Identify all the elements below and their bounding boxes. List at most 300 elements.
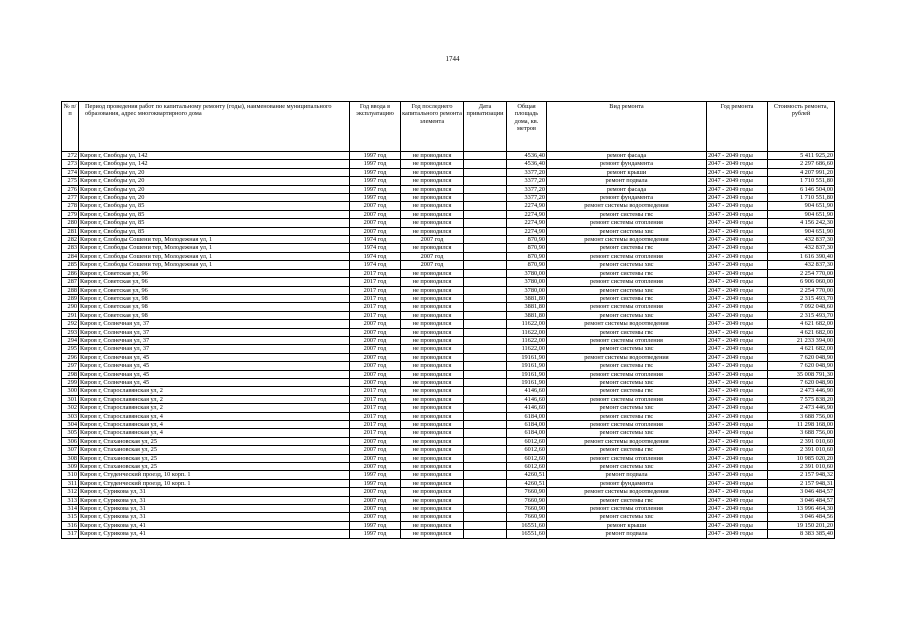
cell-cost: 2 473 446,90 (768, 404, 835, 412)
table-row (62, 446, 835, 454)
cell-area: 3377,20 (507, 185, 547, 193)
cell-last-repair: 2007 год (401, 252, 464, 260)
table-row (62, 488, 835, 496)
cell-repair-type: ремонт системы отопления (547, 278, 707, 286)
cell-year-built: 1997 год (350, 152, 401, 160)
cell-num: 293 (62, 328, 79, 336)
cell-repair-type: ремонт системы отопления (547, 303, 707, 311)
cell-repair-type: ремонт подвала (547, 177, 707, 185)
cell-area: 870,90 (507, 252, 547, 260)
cell-repair-type: ремонт системы водоотведения (547, 353, 707, 361)
cell-last-repair: не проводился (401, 278, 464, 286)
cell-last-repair: не проводился (401, 378, 464, 386)
cell-privatization-date (464, 194, 507, 202)
header-num: № п/п (62, 102, 79, 152)
cell-privatization-date (464, 261, 507, 269)
table-row (62, 387, 835, 395)
cell-area: 4260,51 (507, 471, 547, 479)
cell-cost: 2 157 948,31 (768, 479, 835, 487)
cell-cost: 432 837,30 (768, 261, 835, 269)
cell-repair-year: 2047 - 2049 годы (707, 521, 768, 529)
header-year-built: Год ввода в эксплуатацию (350, 102, 401, 152)
cell-privatization-date (464, 446, 507, 454)
cell-cost: 7 092 048,60 (768, 303, 835, 311)
cell-privatization-date (464, 328, 507, 336)
header-privatization-date: Дата приватизации (464, 102, 507, 152)
cell-num: 274 (62, 168, 79, 176)
cell-repair-year: 2047 - 2049 годы (707, 412, 768, 420)
cell-repair-type: ремонт системы хвс (547, 261, 707, 269)
cell-repair-type: ремонт системы отопления (547, 252, 707, 260)
cell-address: Киров г, Советская ул, 96 (79, 286, 350, 294)
cell-cost: 432 837,30 (768, 236, 835, 244)
cell-privatization-date (464, 404, 507, 412)
cell-repair-year: 2047 - 2049 годы (707, 513, 768, 521)
cell-address: Киров г, Солнечная ул, 45 (79, 353, 350, 361)
cell-repair-type: ремонт системы гвс (547, 496, 707, 504)
header-address: Период проведения работ по капитальному ремонту (годы), наименование муниципального образования, адрес многоквартирного дома (79, 102, 350, 152)
cell-cost: 4 207 991,20 (768, 168, 835, 176)
cell-address: Киров г, Стахановская ул, 25 (79, 446, 350, 454)
table-row (62, 353, 835, 361)
cell-num: 294 (62, 336, 79, 344)
cell-area: 7660,90 (507, 505, 547, 513)
cell-repair-type: ремонт системы гвс (547, 244, 707, 252)
cell-privatization-date (464, 521, 507, 529)
cell-last-repair: не проводился (401, 244, 464, 252)
cell-address: Киров г, Сурикова ул, 31 (79, 513, 350, 521)
cell-last-repair: не проводился (401, 227, 464, 235)
cell-year-built: 2017 год (350, 395, 401, 403)
table-row (62, 454, 835, 462)
cell-last-repair: не проводился (401, 429, 464, 437)
cell-privatization-date (464, 488, 507, 496)
cell-repair-type: ремонт фундамента (547, 160, 707, 168)
table-row (62, 521, 835, 529)
cell-address: Киров г, Солнечная ул, 37 (79, 320, 350, 328)
cell-cost: 2 254 770,00 (768, 269, 835, 277)
cell-repair-year: 2047 - 2049 годы (707, 505, 768, 513)
cell-repair-year: 2047 - 2049 годы (707, 236, 768, 244)
cell-year-built: 2007 год (350, 513, 401, 521)
cell-privatization-date (464, 152, 507, 160)
table-row (62, 227, 835, 235)
table-row (62, 303, 835, 311)
cell-last-repair: не проводился (401, 160, 464, 168)
cell-cost: 4 156 242,30 (768, 219, 835, 227)
cell-year-built: 2017 год (350, 387, 401, 395)
cell-last-repair: не проводился (401, 463, 464, 471)
cell-num: 310 (62, 471, 79, 479)
cell-area: 11622,00 (507, 336, 547, 344)
cell-num: 301 (62, 395, 79, 403)
cell-repair-year: 2047 - 2049 годы (707, 303, 768, 311)
cell-address: Киров г, Солнечная ул, 45 (79, 370, 350, 378)
cell-repair-type: ремонт системы гвс (547, 412, 707, 420)
cell-repair-type: ремонт системы хвс (547, 286, 707, 294)
cell-last-repair: не проводился (401, 177, 464, 185)
cell-last-repair: не проводился (401, 505, 464, 513)
cell-last-repair: не проводился (401, 521, 464, 529)
cell-privatization-date (464, 185, 507, 193)
cell-num: 296 (62, 353, 79, 361)
table-row (62, 496, 835, 504)
cell-address: Киров г, Солнечная ул, 37 (79, 336, 350, 344)
cell-repair-year: 2047 - 2049 годы (707, 152, 768, 160)
cell-repair-type: ремонт системы отопления (547, 395, 707, 403)
cell-repair-year: 2047 - 2049 годы (707, 404, 768, 412)
cell-year-built: 2007 год (350, 463, 401, 471)
cell-cost: 5 411 925,20 (768, 152, 835, 160)
cell-address: Киров г, Стахановская ул, 25 (79, 437, 350, 445)
cell-repair-type: ремонт фасада (547, 152, 707, 160)
cell-repair-year: 2047 - 2049 годы (707, 269, 768, 277)
cell-area: 11622,00 (507, 320, 547, 328)
cell-num: 288 (62, 286, 79, 294)
cell-address: Киров г, Свободы ул, 20 (79, 185, 350, 193)
cell-address: Киров г, Советская ул, 96 (79, 278, 350, 286)
cell-privatization-date (464, 421, 507, 429)
table-row (62, 194, 835, 202)
cell-repair-year: 2047 - 2049 годы (707, 336, 768, 344)
table-row (62, 320, 835, 328)
cell-last-repair: не проводился (401, 320, 464, 328)
table-row (62, 437, 835, 445)
cell-num: 273 (62, 160, 79, 168)
cell-address: Киров г, Сурикова ул, 41 (79, 530, 350, 538)
cell-year-built: 1997 год (350, 185, 401, 193)
table-row (62, 362, 835, 370)
page-number: 1744 (445, 55, 460, 63)
cell-last-repair: не проводился (401, 336, 464, 344)
cell-cost: 4 621 682,00 (768, 328, 835, 336)
cell-year-built: 1997 год (350, 194, 401, 202)
cell-repair-type: ремонт фундамента (547, 479, 707, 487)
cell-year-built: 1997 год (350, 168, 401, 176)
cell-area: 19161,90 (507, 362, 547, 370)
cell-cost: 21 233 394,00 (768, 336, 835, 344)
cell-address: Киров г, Сурикова ул, 31 (79, 505, 350, 513)
cell-cost: 904 651,90 (768, 227, 835, 235)
cell-privatization-date (464, 210, 507, 218)
cell-cost: 7 620 048,90 (768, 378, 835, 386)
cell-last-repair: не проводился (401, 530, 464, 538)
cell-area: 3377,20 (507, 168, 547, 176)
cell-cost: 1 710 551,80 (768, 194, 835, 202)
cell-privatization-date (464, 395, 507, 403)
cell-last-repair: не проводился (401, 311, 464, 319)
cell-last-repair: не проводился (401, 412, 464, 420)
cell-num: 312 (62, 488, 79, 496)
cell-area: 6184,00 (507, 429, 547, 437)
cell-num: 317 (62, 530, 79, 538)
cell-address: Киров г, Свободы ул, 20 (79, 194, 350, 202)
cell-privatization-date (464, 463, 507, 471)
table-row (62, 185, 835, 193)
table-row (62, 286, 835, 294)
cell-year-built: 2007 год (350, 370, 401, 378)
cell-last-repair: не проводился (401, 421, 464, 429)
cell-cost: 4 621 682,00 (768, 320, 835, 328)
cell-repair-year: 2047 - 2049 годы (707, 320, 768, 328)
cell-cost: 2 157 948,32 (768, 471, 835, 479)
cell-repair-type: ремонт системы хвс (547, 513, 707, 521)
cell-last-repair: не проводился (401, 168, 464, 176)
cell-num: 309 (62, 463, 79, 471)
cell-year-built: 2017 год (350, 311, 401, 319)
cell-privatization-date (464, 252, 507, 260)
cell-privatization-date (464, 236, 507, 244)
cell-year-built: 1974 год (350, 252, 401, 260)
table-row (62, 261, 835, 269)
cell-repair-year: 2047 - 2049 годы (707, 345, 768, 353)
cell-repair-year: 2047 - 2049 годы (707, 185, 768, 193)
cell-num: 291 (62, 311, 79, 319)
table-row (62, 513, 835, 521)
cell-address: Киров г, Солнечная ул, 37 (79, 345, 350, 353)
cell-address: Киров г, Советская ул, 98 (79, 303, 350, 311)
table-row (62, 328, 835, 336)
cell-year-built: 2017 год (350, 294, 401, 302)
cell-repair-year: 2047 - 2049 годы (707, 437, 768, 445)
cell-cost: 7 575 838,20 (768, 395, 835, 403)
cell-year-built: 2007 год (350, 496, 401, 504)
table-row (62, 219, 835, 227)
cell-last-repair: не проводился (401, 345, 464, 353)
cell-year-built: 2007 год (350, 353, 401, 361)
cell-repair-year: 2047 - 2049 годы (707, 488, 768, 496)
cell-cost: 8 383 385,40 (768, 530, 835, 538)
cell-address: Киров г, Старославянская ул, 4 (79, 412, 350, 420)
cell-cost: 13 996 464,30 (768, 505, 835, 513)
cell-privatization-date (464, 345, 507, 353)
cell-repair-year: 2047 - 2049 годы (707, 446, 768, 454)
cell-year-built: 2007 год (350, 320, 401, 328)
cell-area: 6184,00 (507, 421, 547, 429)
cell-privatization-date (464, 454, 507, 462)
cell-repair-year: 2047 - 2049 годы (707, 219, 768, 227)
cell-year-built: 1997 год (350, 479, 401, 487)
cell-area: 11622,00 (507, 345, 547, 353)
cell-privatization-date (464, 437, 507, 445)
cell-num: 280 (62, 219, 79, 227)
cell-address: Киров г, Слободы Сошени тер, Молодежная ул, 1 (79, 236, 350, 244)
cell-repair-type: ремонт системы хвс (547, 378, 707, 386)
cell-area: 16551,60 (507, 530, 547, 538)
cell-address: Киров г, Свободы ул, 142 (79, 152, 350, 160)
cell-address: Киров г, Старославянская ул, 4 (79, 429, 350, 437)
cell-repair-type: ремонт системы хвс (547, 429, 707, 437)
cell-repair-year: 2047 - 2049 годы (707, 311, 768, 319)
cell-last-repair: 2007 год (401, 236, 464, 244)
cell-area: 7660,90 (507, 513, 547, 521)
cell-address: Киров г, Свободы ул, 85 (79, 219, 350, 227)
cell-year-built: 2007 год (350, 328, 401, 336)
cell-area: 19161,90 (507, 378, 547, 386)
cell-address: Киров г, Солнечная ул, 37 (79, 328, 350, 336)
cell-num: 298 (62, 370, 79, 378)
table-row (62, 210, 835, 218)
cell-year-built: 2007 год (350, 446, 401, 454)
cell-cost: 4 621 682,00 (768, 345, 835, 353)
table-row (62, 412, 835, 420)
cell-area: 3780,00 (507, 269, 547, 277)
cell-area: 7660,90 (507, 496, 547, 504)
cell-privatization-date (464, 429, 507, 437)
cell-privatization-date (464, 278, 507, 286)
cell-repair-type: ремонт системы водоотведения (547, 320, 707, 328)
cell-privatization-date (464, 227, 507, 235)
cell-privatization-date (464, 311, 507, 319)
cell-address: Киров г, Слободы Сошени тер, Молодежная ул, 1 (79, 261, 350, 269)
cell-num: 304 (62, 421, 79, 429)
cell-cost: 3 688 756,00 (768, 412, 835, 420)
cell-privatization-date (464, 303, 507, 311)
table-row (62, 177, 835, 185)
cell-last-repair: не проводился (401, 353, 464, 361)
cell-num: 281 (62, 227, 79, 235)
cell-privatization-date (464, 362, 507, 370)
cell-num: 305 (62, 429, 79, 437)
cell-last-repair: не проводился (401, 387, 464, 395)
header-cost: Стоимость ремонта, рублей (768, 102, 835, 152)
cell-privatization-date (464, 320, 507, 328)
cell-year-built: 1997 год (350, 530, 401, 538)
cell-year-built: 2007 год (350, 227, 401, 235)
cell-num: 283 (62, 244, 79, 252)
cell-year-built: 2017 год (350, 404, 401, 412)
cell-last-repair: не проводился (401, 152, 464, 160)
cell-repair-type: ремонт крыши (547, 168, 707, 176)
cell-num: 297 (62, 362, 79, 370)
cell-repair-year: 2047 - 2049 годы (707, 463, 768, 471)
cell-cost: 432 837,30 (768, 244, 835, 252)
cell-repair-year: 2047 - 2049 годы (707, 202, 768, 210)
cell-cost: 7 620 048,90 (768, 362, 835, 370)
cell-num: 300 (62, 387, 79, 395)
cell-year-built: 1974 год (350, 236, 401, 244)
cell-num: 282 (62, 236, 79, 244)
cell-num: 292 (62, 320, 79, 328)
cell-cost: 2 254 770,00 (768, 286, 835, 294)
cell-area: 4536,40 (507, 160, 547, 168)
cell-repair-type: ремонт системы гвс (547, 269, 707, 277)
cell-address: Киров г, Старославянская ул, 4 (79, 421, 350, 429)
cell-year-built: 2017 год (350, 269, 401, 277)
cell-cost: 904 651,90 (768, 210, 835, 218)
header-area: Общая площадь дома, кв. метров (507, 102, 547, 152)
cell-repair-type: ремонт фундамента (547, 194, 707, 202)
cell-last-repair: не проводился (401, 496, 464, 504)
table-row (62, 269, 835, 277)
cell-num: 279 (62, 210, 79, 218)
cell-privatization-date (464, 412, 507, 420)
cell-cost: 7 620 048,90 (768, 353, 835, 361)
cell-repair-year: 2047 - 2049 годы (707, 362, 768, 370)
cell-area: 870,90 (507, 261, 547, 269)
cell-area: 2274,90 (507, 202, 547, 210)
cell-cost: 2 315 493,70 (768, 294, 835, 302)
cell-cost: 2 391 010,60 (768, 463, 835, 471)
cell-repair-year: 2047 - 2049 годы (707, 370, 768, 378)
cell-privatization-date (464, 177, 507, 185)
cell-area: 2274,90 (507, 210, 547, 218)
table-row (62, 395, 835, 403)
table-row (62, 202, 835, 210)
cell-last-repair: не проводился (401, 194, 464, 202)
table-row (62, 421, 835, 429)
cell-area: 3377,20 (507, 177, 547, 185)
cell-area: 6012,60 (507, 446, 547, 454)
cell-year-built: 2007 год (350, 362, 401, 370)
cell-privatization-date (464, 269, 507, 277)
cell-privatization-date (464, 505, 507, 513)
cell-address: Киров г, Слободы Сошени тер, Молодежная ул, 1 (79, 252, 350, 260)
cell-last-repair: не проводился (401, 446, 464, 454)
cell-address: Киров г, Свободы ул, 20 (79, 168, 350, 176)
cell-address: Киров г, Свободы ул, 142 (79, 160, 350, 168)
cell-num: 285 (62, 261, 79, 269)
cell-address: Киров г, Свободы ул, 20 (79, 177, 350, 185)
cell-cost: 6 906 060,00 (768, 278, 835, 286)
cell-repair-type: ремонт системы гвс (547, 210, 707, 218)
cell-last-repair: не проводился (401, 370, 464, 378)
cell-privatization-date (464, 160, 507, 168)
cell-repair-type: ремонт подвала (547, 471, 707, 479)
table-row (62, 168, 835, 176)
cell-year-built: 2007 год (350, 437, 401, 445)
cell-address: Киров г, Старославянская ул, 2 (79, 387, 350, 395)
cell-repair-year: 2047 - 2049 годы (707, 421, 768, 429)
cell-address: Киров г, Советская ул, 96 (79, 269, 350, 277)
cell-address: Киров г, Стахановская ул, 25 (79, 463, 350, 471)
cell-privatization-date (464, 294, 507, 302)
table-row (62, 278, 835, 286)
cell-area: 19161,90 (507, 353, 547, 361)
cell-repair-year: 2047 - 2049 годы (707, 454, 768, 462)
cell-cost: 2 391 010,60 (768, 446, 835, 454)
cell-repair-year: 2047 - 2049 годы (707, 395, 768, 403)
cell-cost: 1 616 390,40 (768, 252, 835, 260)
cell-repair-year: 2047 - 2049 годы (707, 261, 768, 269)
cell-repair-type: ремонт системы отопления (547, 421, 707, 429)
cell-address: Киров г, Сурикова ул, 31 (79, 488, 350, 496)
table-row (62, 160, 835, 168)
cell-privatization-date (464, 530, 507, 538)
cell-address: Киров г, Сурикова ул, 41 (79, 521, 350, 529)
cell-num: 299 (62, 378, 79, 386)
cell-repair-type: ремонт системы отопления (547, 454, 707, 462)
cell-year-built: 1974 год (350, 261, 401, 269)
cell-year-built: 2017 год (350, 286, 401, 294)
cell-privatization-date (464, 471, 507, 479)
cell-address: Киров г, Солнечная ул, 45 (79, 362, 350, 370)
cell-year-built: 2017 год (350, 421, 401, 429)
cell-num: 311 (62, 479, 79, 487)
cell-year-built: 1997 год (350, 177, 401, 185)
cell-num: 313 (62, 496, 79, 504)
cell-area: 3881,80 (507, 311, 547, 319)
cell-privatization-date (464, 496, 507, 504)
cell-num: 302 (62, 404, 79, 412)
cell-privatization-date (464, 513, 507, 521)
cell-area: 6012,60 (507, 454, 547, 462)
cell-repair-type: ремонт системы хвс (547, 311, 707, 319)
cell-cost: 2 297 686,60 (768, 160, 835, 168)
cell-num: 286 (62, 269, 79, 277)
cell-last-repair: не проводился (401, 185, 464, 193)
cell-last-repair: не проводился (401, 471, 464, 479)
